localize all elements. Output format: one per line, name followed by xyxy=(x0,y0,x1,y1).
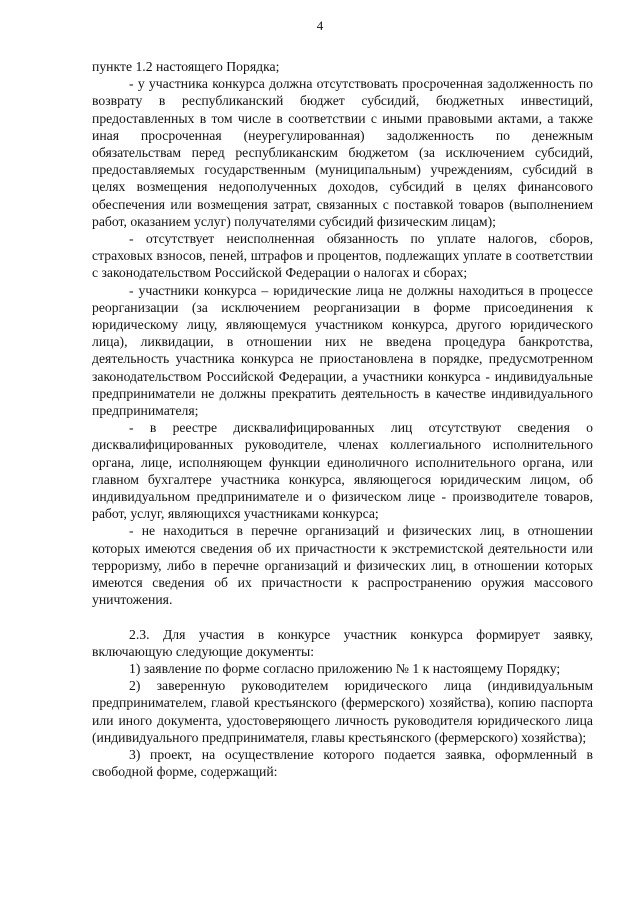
paragraph-continuation: пункте 1.2 настоящего Порядка; xyxy=(92,59,280,74)
list-item-application-form: 1) заявление по форме согласно приложению № 1 к настоящему Порядку; xyxy=(129,660,561,676)
document-body xyxy=(92,58,593,780)
paragraph-tax-requirement: - отсутствует неисполненная обязанность по уплате налогов, сборов, страховых взносов, пеней, штрафов и процентов, подлежащих уплате в соответствии с законодательством Российской Федерации о налогах и сборах; xyxy=(92,231,593,281)
page-number: 4 xyxy=(316,18,324,33)
list-item-passport-copy: 2) заверенную руководителем юридического лица (индивидуальным предпринимателем, главой крестьянского (фермерского) хозяйства), копию паспорта или иного документа, удостоверяющего личность руководителя юридического лица (индивидуального предпринимателя, главы крестьянского (фермерского) хозяйства); xyxy=(92,678,593,745)
paragraph-reorganization-requirement: - участники конкурса – юридические лица не должны находиться в процессе реорганизации (за исключением реорганизации в форме присоединения к юридическому лицу, являющемуся участником конкурса, другого юридического лица), ликвидации, в отношении них не введена процедура банкротства, деятельность участника конкурса не приостановлена в порядке, предусмотренном законодательством Российской Федерации, а участники конкурса - индивидуальные предприниматели не должны прекратить деятельность в качестве индивидуального предпринимателя; xyxy=(92,282,593,419)
paragraph-section-2-3: 2.3. Для участия в конкурсе участник конкурса формирует заявку, включающую следующие документы: xyxy=(92,626,593,659)
list-item-project: 3) проект, на осуществление которого подается заявка, оформленный в свободной форме, содержащий: xyxy=(92,746,593,780)
paragraph-extremism-list: - не находиться в перечне организаций и физических лиц, в отношении которых имеются сведения об их причастности к экстремистской деятельности или терроризму, либо в перечне организаций и физических лиц, в отношении которых имеются сведения об их причастности к распространению оружия массового уничтожения. xyxy=(92,523,593,608)
paragraph-disqualified-registry: - в реестре дисквалифицированных лиц отсутствуют сведения о дисквалифицированных руководителе, членах коллегиального исполнительного органа, лице, исполняющем функции единоличного исполнительного органа, или главном бухгалтере участника конкурса, являющегося юридическим лицом, об индивидуальном предпринимателе и о физическом лице - производителе товаров, работ, услуг, являющихся участниками конкурса; xyxy=(92,420,593,522)
paragraph-debt-requirement: - у участника конкурса должна отсутствовать просроченная задолженность по возврату в республиканский бюджет субсидий, бюджетных инвестиций, предоставленных в том числе в соответствии с иными правовыми актами, а также иная просроченная (неурегулированная) задолженность по денежным обязательствам перед республиканским бюджетом (за исключением субсидий, предоставляемых государственным (муниципальным) учреждениям, субсидий в целях возмещения недополученных доходов, субсидий в целях финансового обеспечения или возмещения затрат, связанных с поставкой товаров (выполнением работ, оказанием услуг) получателями субсидий физическим лицам); xyxy=(92,76,593,229)
